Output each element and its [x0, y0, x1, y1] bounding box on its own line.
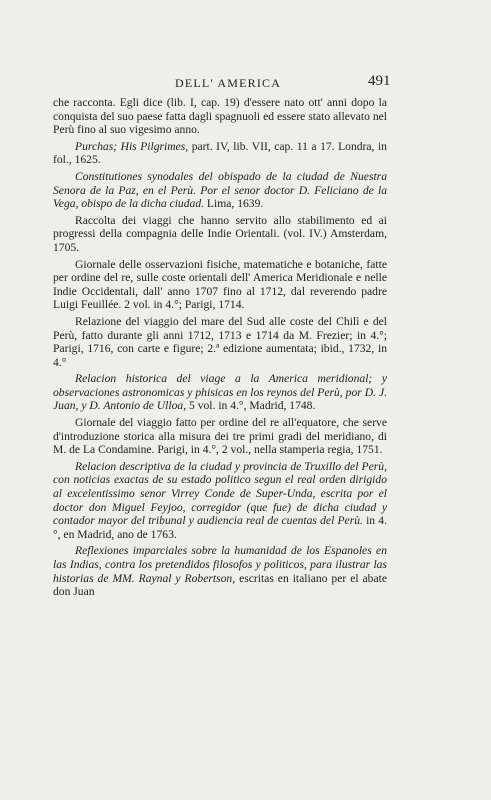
bibliography-entry — [53, 460, 387, 542]
entry-text: Giornale del viaggio fatto per ordine del re all'equatore, che serve d'introduzione storica alla misura dei tre primi gradi del meridiano, di M. de La Condamine. Parigi, in 4.°, 2 vol., nella stamperia regia, 1751. — [53, 416, 387, 457]
bibliography-entry — [53, 416, 387, 457]
entry-italic-title: Reflexiones imparciales sobre la humanidad de los Espanoles en las Indias, contra los pretendidos filosofos y politicos, para ilustrar las historias de MM. Raynal y Robertson, — [53, 544, 387, 585]
entry-italic-title: Constitutiones synodales del obispado de la ciudad de Nuestra Senora de la Paz, en el Perù. Por el senor doctor D. Feliciano de la Vega, obispo de la dicha ciudad. — [53, 169, 387, 211]
entry-italic-title: Relacion historica del viage a la America meridional; y observaciones astronomicas y phisicas en los reynos del Perù, por D. J. Juan, y D. Antonio de Ulloa, — [53, 372, 387, 413]
bibliography-entry — [53, 140, 387, 167]
bibliography-entry — [53, 170, 387, 211]
entry-text: Lima, 1639. — [204, 197, 264, 211]
bibliography-entry — [53, 258, 387, 312]
entry-text: part. IV, lib. VII, cap. 11 a 17. Londra, in fol., 1625. — [53, 139, 387, 167]
page-number: 491 — [368, 73, 391, 89]
bibliography-entry — [53, 214, 387, 255]
running-head: DELL' AMERICA — [175, 76, 282, 90]
bibliography-entry — [53, 315, 387, 369]
entry-italic-title: Purchas; His Pilgrimes, — [75, 139, 189, 153]
entry-text: in 4.°, en Madrid, ano de 1763. — [53, 514, 387, 541]
entry-text: Raccolta dei viaggi che hanno servito allo stabilimento ed ai progressi della compagnia delle Indie Orientali. (vol. IV.) Amsterdam, 1705. — [53, 213, 387, 254]
bibliography-entry — [53, 372, 387, 413]
page-header — [0, 73, 491, 98]
entry-italic-title: Relacion descriptiva de la ciudad y provincia de Truxillo del Perù, con noticias exactas de su estado politico segun el real orden dirigido al excelentissimo senor Virrey Conde de Super-Unda, escrita por el doctor don Miguel Feyjoo, corregidor (que fue) de dicha ciudad y contador mayor del tribunal y audiencia real de cuentas del Perù. — [53, 459, 387, 528]
page-body — [53, 96, 387, 602]
entry-text: 5 vol. in 4.°, Madrid, 1748. — [186, 399, 316, 413]
entry-text: che racconta. Egli dice (lib. I, cap. 19) d'essere nato ott' anni dopo la conquista del suo paese fatta dagli spagnuoli ed essere stato allevato nel Perù fino al suo vigesimo anno. — [53, 96, 387, 137]
entry-text: Giornale delle osservazioni fisiche, matematiche e botaniche, fatte per ordine del re, sulle coste orientali dell' America Meridionale e nelle Indie Occidentali, dall' anno 1707 fino al 1712, dal reverendo padre Luigi Feuillée. 2 vol. in 4.°; Parigi, 1714. — [53, 257, 387, 312]
bibliography-entry — [53, 544, 387, 598]
bibliography-entry — [53, 96, 387, 137]
entry-text: escritas en italiano per el abate don Juan — [53, 571, 387, 599]
entry-text: Relazione del viaggio del mare del Sud alle coste del Chilì e del Perù, fatto durante gli anni 1712, 1713 e 1714 da M. Frezier; in 4.°; Parigi, 1716, con carte e figure; 2.ª edizione aumentata; ibid., 1732, in 4.° — [53, 314, 387, 369]
